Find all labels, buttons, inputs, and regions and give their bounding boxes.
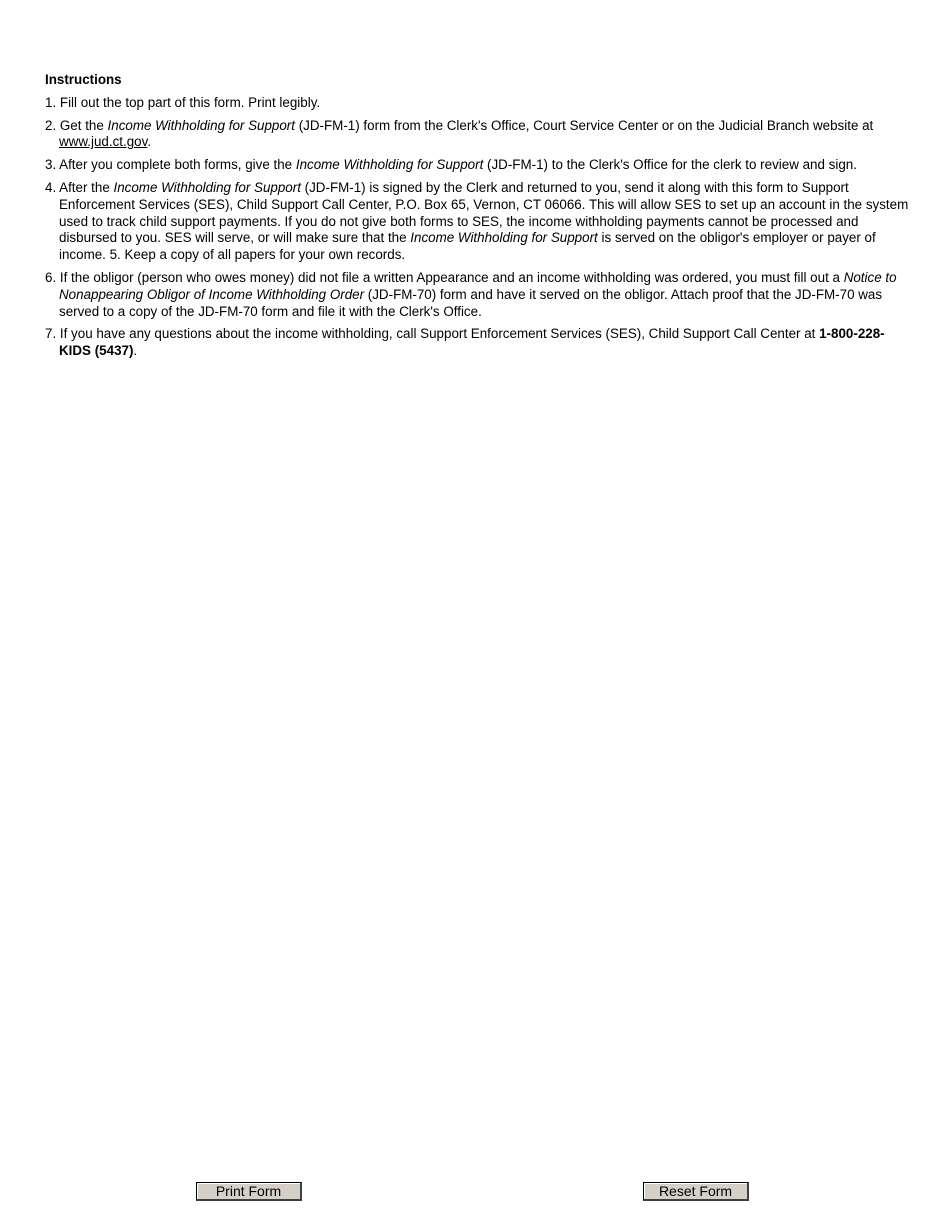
instruction-item-2 xyxy=(45,118,915,152)
instruction-2-mid: (JD-FM-1) form from the Clerk's Office, Court Service Center or on the Judicial Branch website at xyxy=(294,117,874,133)
call-center-phone: 1-800-228-KIDS (5437) xyxy=(59,326,885,359)
instruction-item-6 xyxy=(45,270,915,320)
instruction-6-post: (JD-FM-70) form and have it served on the obligor. Attach proof that the JD-FM-70 was served to a copy of the JD-FM-70 form and file it with the Clerk's Office. xyxy=(59,286,883,319)
instructions-section xyxy=(45,72,915,366)
instruction-4-form-title-2: Income Withholding for Support xyxy=(410,230,598,246)
instruction-7-pre: 7. If you have any questions about the income withholding, call Support Enforcement Services (SES), Child Support Call Center at xyxy=(45,326,820,342)
print-form-button[interactable]: Print Form xyxy=(196,1182,302,1201)
judicial-website-link[interactable]: www.jud.ct.gov xyxy=(59,134,148,150)
instruction-4-mid: (JD-FM-1) is signed by the Clerk and returned to you, send it along with this form to Support Enforcement Services (SES), Child Support Call Center, P.O. Box 65, Vernon, CT 06066. This will allow SES to set up an account in the system used to track child support payments. If you do not give both forms to SES, the income withholding payments cannot be processed and disbursed to you. SES will serve, or will make sure that the xyxy=(59,179,909,246)
instruction-4-form-title: Income Withholding for Support xyxy=(113,179,301,195)
instruction-3-post: (JD-FM-1) to the Clerk's Office for the clerk to review and sign. xyxy=(483,157,857,173)
instruction-item-3 xyxy=(45,157,915,174)
instruction-6-form-title: Notice to Nonappearing Obligor of Income Withholding Order xyxy=(59,269,897,302)
instruction-2-form-title: Income Withholding for Support xyxy=(107,117,295,133)
instruction-3-pre: 3. After you complete both forms, give the xyxy=(45,157,296,173)
instruction-6-pre: 6. If the obligor (person who owes money) did not file a written Appearance and an income withholding was ordered, you must fill out a xyxy=(45,269,844,285)
instruction-item-4 xyxy=(45,180,915,264)
instruction-4-post: is served on the obligor's employer or payer of income. 5. Keep a copy of all papers for your own records. xyxy=(59,230,876,263)
instruction-2-post: . xyxy=(147,134,152,150)
instruction-item-7 xyxy=(45,326,915,360)
instruction-4-pre: 4. After the xyxy=(45,179,114,195)
reset-form-button[interactable]: Reset Form xyxy=(643,1182,749,1201)
instruction-item-1 xyxy=(45,95,915,112)
instruction-3-form-title: Income Withholding for Support xyxy=(295,157,484,173)
instruction-1-text: 1. Fill out the top part of this form. Print legibly. xyxy=(45,94,321,110)
instruction-2-pre: 2. Get the xyxy=(45,117,108,133)
instructions-heading: Instructions xyxy=(45,72,122,87)
instruction-7-post: . xyxy=(133,343,138,359)
